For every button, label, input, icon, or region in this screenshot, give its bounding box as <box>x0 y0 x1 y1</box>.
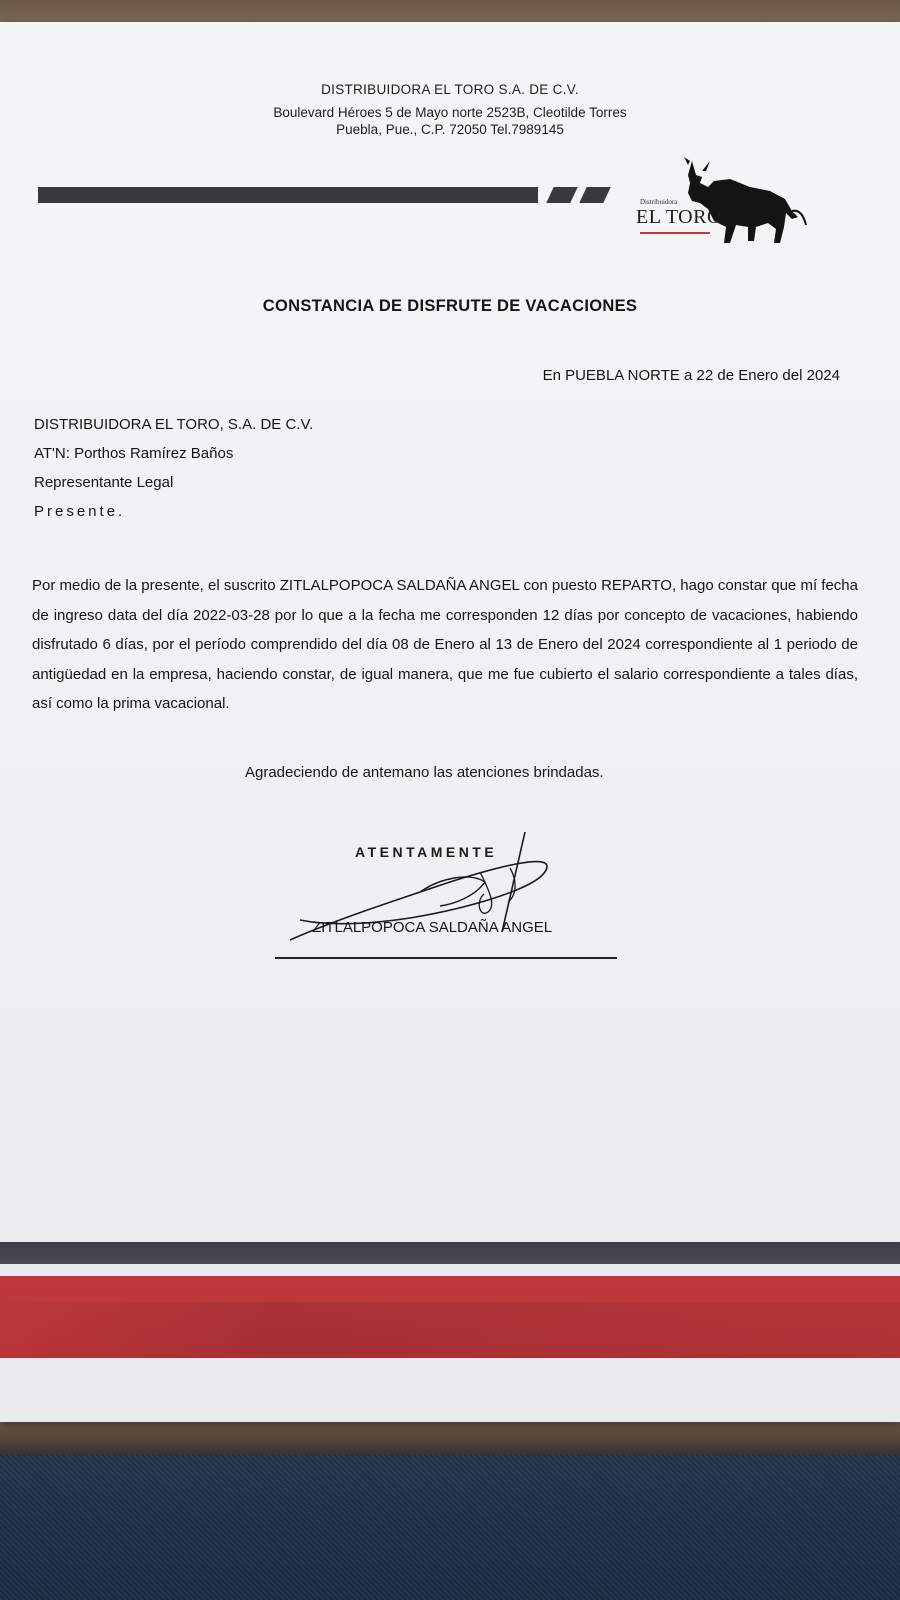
logo-name: EL TORO <box>636 206 722 228</box>
recipient-company: DISTRIBUIDORA EL TORO, S.A. DE C.V. <box>34 416 314 433</box>
footer-shadow <box>0 1302 900 1358</box>
logo-small-text: Distribuidora <box>640 198 678 206</box>
footer-band-dark <box>0 1242 900 1264</box>
recipient-attn: AT'N: Porthos Ramírez Baños <box>34 445 234 462</box>
recipient-role: Representante Legal <box>34 474 174 491</box>
document-title: CONSTANCIA DE DISFRUTE DE VACACIONES <box>262 297 638 315</box>
signature-line <box>275 957 617 959</box>
header-address-line2: Puebla, Pue., C.P. 72050 Tel.7989145 <box>336 122 564 137</box>
header-band <box>38 187 538 203</box>
recipient-presente: Presente. <box>34 503 126 520</box>
closing-line: Agradeciendo de antemano las atenciones brindadas. <box>245 764 604 781</box>
logo-tagline-mark <box>640 232 710 234</box>
header-address-line1: Boulevard Héroes 5 de Mayo norte 2523B, Cleotilde Torres <box>273 105 627 120</box>
signer-name: ZITLALPOPOCA SALDAÑA ANGEL <box>312 919 553 936</box>
fabric-background <box>0 1455 900 1600</box>
header-band-dash <box>546 187 577 203</box>
date-line: En PUEBLA NORTE a 22 de Enero del 2024 <box>542 367 840 384</box>
salutation: ATENTAMENTE <box>355 844 498 860</box>
document-page <box>0 22 900 1422</box>
handwritten-signature <box>270 822 590 972</box>
header-band-dash <box>579 187 610 203</box>
body-paragraph: Por medio de la presente, el suscrito ZITLALPOPOCA SALDAÑA ANGEL con puesto REPARTO, hago constar que mí fecha de ingreso data del día 2022-03-28 por lo que a la fecha me corresponden 12 días por concepto de vacaciones, habiendo disfrutado 6 días, por el período comprendido del día 08 de Enero al 13 de Enero del 2024 correspondiente al 1 periodo de antigüedad en la empresa, haciendo constar, de igual manera, que me fue cubierto el salario correspondiente a tales días, así como la prima vacacional. <box>32 577 858 712</box>
header-company: DISTRIBUIDORA EL TORO S.A. DE C.V. <box>321 82 579 97</box>
